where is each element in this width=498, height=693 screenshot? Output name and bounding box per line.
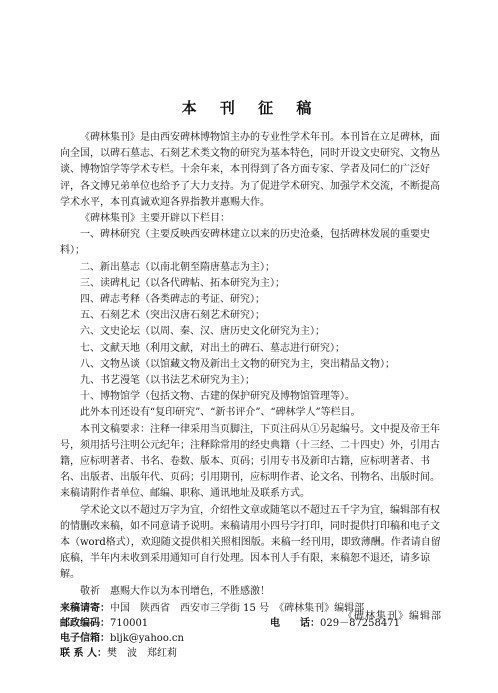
phone-value: 029－87258471 bbox=[320, 617, 400, 629]
address-label: 来稿请寄： bbox=[60, 602, 110, 614]
list-item: 三、读碑札记（以各代碑帖、拓本研究为主）； bbox=[80, 277, 285, 289]
postcode-value: 710001 bbox=[110, 617, 149, 629]
columns-list bbox=[60, 227, 442, 405]
list-item: 四、碑志考释（各类碑志的考证、研究）； bbox=[80, 294, 265, 306]
extra-columns: 此外本刊还设有“复印研究”、“新书评介”、“碑林学人”等栏目。 bbox=[80, 407, 361, 419]
email-row bbox=[60, 631, 442, 646]
email-label: 电子信箱： bbox=[60, 632, 110, 644]
requirements-paragraph: 本刊文稿要求：注释一律采用当页脚注，下页注码从①另起编号。文中提及帝王年号，须用括号注明公元纪年；注释除常用的经史典籍（十三经、二十四史）外，引用古籍，应标明著者、书名、卷数、版本、页码；引用专书及新印古籍，应标明著者、书名、出版者、出版年代、页码；引用期刊，应标明作者、论文名、刊物名、出版时间。来稿请附作者单位、邮编、职称、通讯地址及联系方式。 bbox=[60, 423, 440, 500]
list-item: 五、石刻艺术（突出汉唐石刻艺术研究）； bbox=[80, 310, 265, 322]
email-value: bljk@yahoo.cn bbox=[110, 632, 184, 644]
list-item: 十、博物馆学（包括文物、古建的保护研究及博物馆管理等）。 bbox=[80, 391, 355, 403]
list-item: 九、书艺漫笔（以书法艺术研究为主）； bbox=[80, 375, 255, 387]
submission-paragraph: 学术论文以不超过万字为宜，介绍性文章或随笔以不超过五千字为宜，编辑部有权的情删改来稿，如不同意请予说明。来稿请用小四号字打印，同时提供打印稿和电子文本（word格式），欢迎随文提供相关照相图版。来稿一经刊用，即致薄酬。作者请自留底稿，半年内未收到采用通知可自行处理。因本刊人手有限，来稿恕不退还，请多谅解。 bbox=[60, 504, 441, 581]
contacts-label: 联 系 人： bbox=[60, 647, 107, 659]
contacts-row bbox=[60, 646, 442, 661]
postcode-label: 邮政编码： bbox=[60, 617, 110, 629]
columns-intro: 《碑林集刊》主要开辟以下栏目： bbox=[80, 213, 230, 225]
intro-paragraph: 《碑林集刊》是由西安碑林博物馆主办的专业性学术年刊。本刊旨在立足碑林，面向全国，以碑石墓志、石刻艺术类文物的研究为基本特色，同时开设文史研究、文物丛谈、博物馆学等学术专栏。十余年来，本刊得到了各方面专家、学者及同仁的广泛好评，各文博兄弟单位也给予了大力支持。为了促进学术研究、加强学术交流，不断提高学术水平，本刊真诚欢迎各界指教并惠赐大作。 bbox=[60, 132, 440, 208]
editorial-signature: 《碑林集刊》编辑部 bbox=[343, 611, 442, 622]
closing-line: 敬祈 惠赐大作以为本刊增色，不胜感激！ bbox=[80, 585, 270, 597]
list-item: 二、新出墓志（以南北朝至隋唐墓志为主）； bbox=[80, 261, 275, 273]
contacts-value: 樊 波 郑红莉 bbox=[106, 647, 177, 659]
address-value: 中国 陕西省 西安市三学街 15 号 《碑林集刊》编辑部 bbox=[110, 602, 365, 614]
list-item: 六、文史论坛（以周、秦、汉、唐历史文化研究为主）； bbox=[80, 326, 325, 338]
list-item: 八、文物丛谈（以馆藏文物及新出土文物的研究为主，突出精品文物）； bbox=[80, 358, 395, 370]
phone-label: 电 话： bbox=[270, 617, 320, 629]
list-item: 一、碑林研究（主要反映西安碑林建立以来的历史沧桑，包括碑林发展的重要史料）； bbox=[60, 229, 430, 257]
article-body bbox=[60, 130, 442, 661]
list-item: 七、文献天地（利用文献，对出土的碑石、墓志进行研究）； bbox=[80, 342, 345, 354]
page-title: 本 刊 征 稿 bbox=[181, 99, 321, 117]
